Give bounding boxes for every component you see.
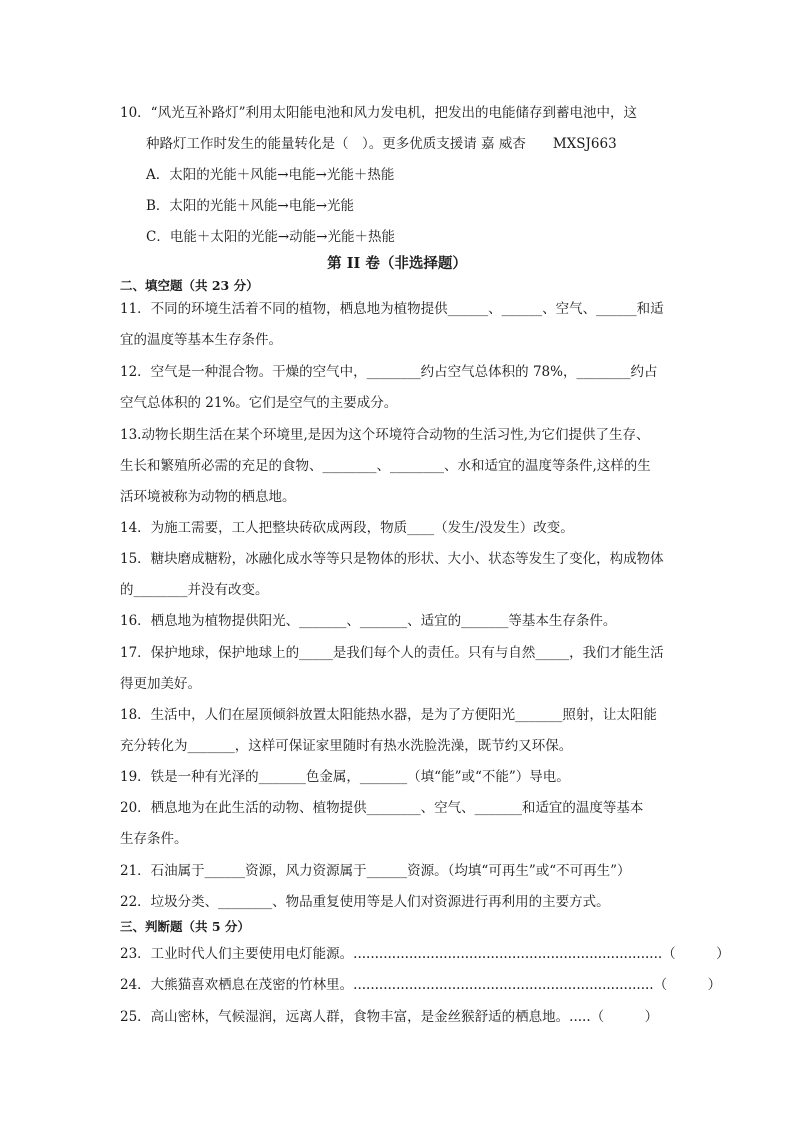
question-16: 16．栖息地为植物提供阳光、_______、_______、适宜的_______等基本生存条件。 — [120, 613, 617, 629]
part-2-title: 第 II 卷（非选择题） — [327, 255, 467, 272]
question-13-line-2: 生长和繁殖所必需的充足的食物、________、________、水和适宜的温度等条件,这样的生 — [120, 458, 651, 474]
question-24: 24．大熊猫喜欢栖息在茂密的竹林里。......................................................................（ ） — [120, 977, 722, 993]
question-20-line-2: 生存条件。 — [120, 831, 188, 847]
section-judge-heading: 三、判断题（共 5 分） — [120, 919, 250, 934]
question-10-line-1: 10．“风光互补路灯”利用太阳能电池和风力发电机，把发出的电能储存到蓄电池中，这 — [120, 105, 637, 121]
question-21: 21．石油属于______资源，风力资源属于______资源。（均填“可再生”或“不可再生”） — [120, 863, 631, 879]
question-12-line-1: 12．空气是一种混合物。干燥的空气中，________约占空气总体积的 78%，________约占 — [120, 364, 658, 380]
question-13-line-1: 13.动物长期生活在某个环境里,是因为这个环境符合动物的生活习性,为它们提供了生存、 — [120, 427, 650, 443]
question-19: 19．铁是一种有光泽的_______色金属，_______（填“能”或“不能”）导电。 — [120, 769, 570, 785]
question-17-line-1: 17．保护地球，保护地球上的_____是我们每个人的责任。只有与自然_____，我们才能生活 — [120, 645, 664, 661]
question-22: 22．垃圾分类、________、物品重复使用等是人们对资源进行再利用的主要方式。 — [120, 894, 610, 910]
question-12-line-2: 空气总体积的 21%。它们是空气的主要成分。 — [120, 395, 398, 411]
question-11-line-1: 11．不同的环境生活着不同的植物，栖息地为植物提供______、______、空气、______和适 — [120, 301, 664, 317]
question-13-line-3: 活环境被称为动物的栖息地。 — [120, 489, 296, 505]
question-15-line-1: 15．糖块磨成糖粉，冰融化成水等等只是物体的形状、大小、状态等发生了变化，构成物体 — [120, 551, 664, 567]
question-18-line-2: 充分转化为_______，这样可保证家里随时有热水洗脸洗澡，既节约又环保。 — [120, 738, 573, 754]
question-17-line-2: 得更加美好。 — [120, 676, 201, 692]
question-25: 25．高山密林，气候湿润，远离人群，食物丰富，是金丝猴舒适的栖息地。.....（ ） — [120, 1009, 659, 1025]
option-c: C．电能＋太阳的光能→动能→光能＋热能 — [146, 229, 395, 245]
question-23: 23．工业时代人们主要使用电灯能源。........................................................................（ ） — [120, 946, 730, 962]
question-11-line-2: 宜的温度等基本生存条件。 — [120, 332, 282, 348]
question-10-line-2: 种路灯工作时发生的能量转化是（ ）。更多优质支援请 嘉 威杏 MXSJ663 — [146, 136, 617, 152]
section-fill-in-heading: 二、填空题（共 23 分） — [120, 278, 259, 293]
option-a: A．太阳的光能＋风能→电能→光能＋热能 — [146, 167, 395, 183]
option-b: B．太阳的光能＋风能→电能→光能 — [146, 198, 355, 214]
question-20-line-1: 20．栖息地为在此生活的动物、植物提供________、空气、_______和适宜的温度等基本 — [120, 800, 644, 816]
question-15-line-2: 的________并没有改变。 — [120, 582, 269, 598]
question-18-line-1: 18．生活中，人们在屋顶倾斜放置太阳能热水器，是为了方便阳光_______照射，让太阳能 — [120, 707, 657, 723]
question-14: 14．为施工需要，工人把整块砖砍成两段，物质____（发生/没发生）改变。 — [120, 520, 574, 536]
